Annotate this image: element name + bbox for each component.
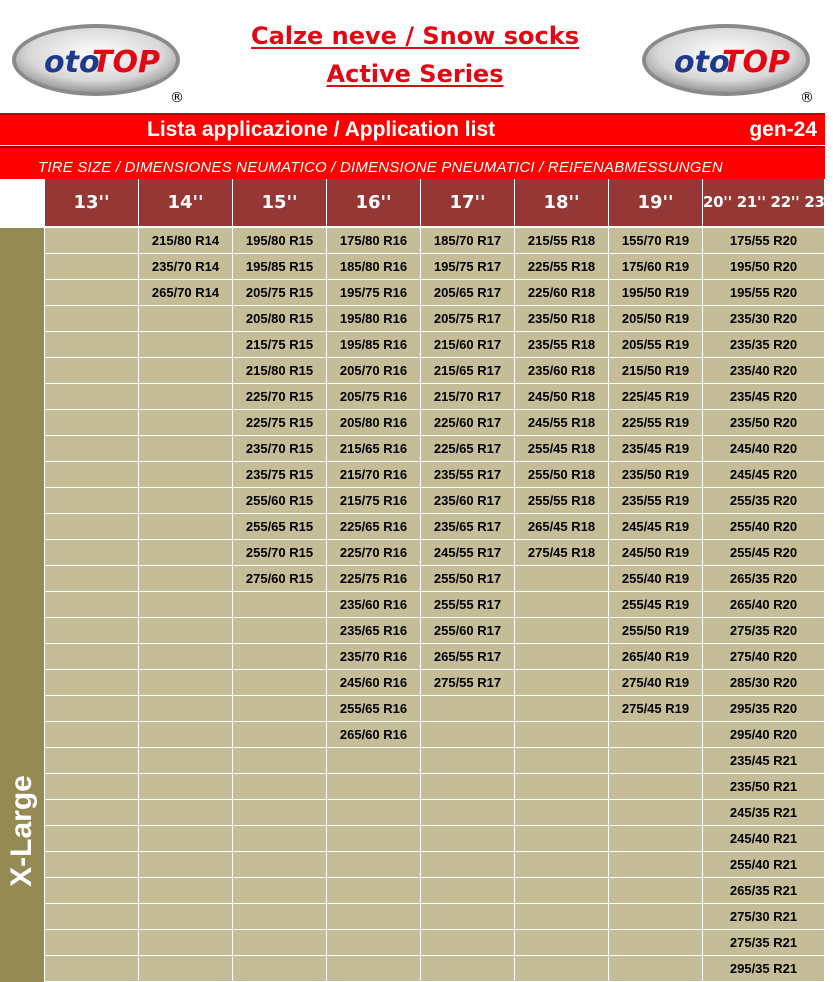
tire-size-cell <box>45 800 138 826</box>
tire-size-cell: 255/40 R20 <box>703 514 824 540</box>
tire-size-cell <box>45 956 138 982</box>
logo-reg-mark: ® <box>170 90 184 106</box>
column-header-0: 13'' <box>45 179 139 226</box>
tire-size-cell: 195/80 R15 <box>233 228 326 254</box>
size-label-column <box>0 228 44 982</box>
tire-size-cell: 205/80 R15 <box>233 306 326 332</box>
tire-size-cell: 255/35 R20 <box>703 488 824 514</box>
tire-size-cell: 245/40 R20 <box>703 436 824 462</box>
tire-size-cell <box>45 254 138 280</box>
column-header-4: 17'' <box>421 179 515 226</box>
tire-size-cell <box>139 852 232 878</box>
tire-size-cell <box>327 878 420 904</box>
tire-size-cell: 275/45 R18 <box>515 540 608 566</box>
tire-size-cell: 205/80 R16 <box>327 410 420 436</box>
tire-size-cell: 275/35 R20 <box>703 618 824 644</box>
tire-size-cell <box>609 904 702 930</box>
tire-size-cell: 265/35 R21 <box>703 878 824 904</box>
date-label: gen-24 <box>749 118 817 141</box>
column-header-1: 14'' <box>139 179 233 226</box>
logo-oto-text: oto <box>674 45 730 80</box>
tire-size-cell <box>45 228 138 254</box>
tire-size-cell <box>45 410 138 436</box>
tire-size-cell: 255/65 R15 <box>233 514 326 540</box>
tire-size-cell <box>233 748 326 774</box>
tire-size-cell: 235/65 R17 <box>421 514 514 540</box>
tire-size-cell <box>139 358 232 384</box>
tire-size-cell: 245/45 R20 <box>703 462 824 488</box>
tire-size-cell: 265/40 R20 <box>703 592 824 618</box>
tire-size-cell <box>45 618 138 644</box>
tire-size-cell <box>515 930 608 956</box>
tire-size-cell: 235/55 R19 <box>609 488 702 514</box>
logo-oto-text: oto <box>44 45 100 80</box>
tire-size-cell <box>139 644 232 670</box>
page-title: Calze neve / Snow socks <box>250 22 580 50</box>
tire-size-cell: 205/50 R19 <box>609 306 702 332</box>
tire-size-cell: 255/60 R15 <box>233 488 326 514</box>
tire-size-cell: 225/55 R18 <box>515 254 608 280</box>
tire-size-cell <box>139 930 232 956</box>
tire-size-cell: 285/30 R20 <box>703 670 824 696</box>
tire-size-cell <box>515 566 608 592</box>
column-header-5: 18'' <box>515 179 609 226</box>
application-list-bar <box>0 113 825 145</box>
tire-size-cell <box>139 566 232 592</box>
tire-size-cell: 155/70 R19 <box>609 228 702 254</box>
grid-column-6 <box>609 228 703 982</box>
tire-size-cell <box>327 748 420 774</box>
tire-size-cell: 255/55 R18 <box>515 488 608 514</box>
tire-size-cell <box>139 956 232 982</box>
list-title: Lista applicazione / Application list <box>147 118 496 141</box>
tire-size-cell <box>233 930 326 956</box>
tire-size-cell <box>515 904 608 930</box>
tire-size-cell <box>327 800 420 826</box>
tire-size-cell: 275/30 R21 <box>703 904 824 930</box>
tire-size-cell <box>233 644 326 670</box>
tire-size-cell: 235/70 R16 <box>327 644 420 670</box>
tire-size-cell: 195/50 R19 <box>609 280 702 306</box>
ototop-logo-right <box>640 22 814 106</box>
tire-size-cell: 235/60 R17 <box>421 488 514 514</box>
tire-size-cell <box>421 774 514 800</box>
grid-column-3 <box>327 228 421 982</box>
tire-size-cell: 215/65 R16 <box>327 436 420 462</box>
tire-size-cell <box>327 930 420 956</box>
tire-size-cell <box>139 800 232 826</box>
tire-size-cell <box>421 878 514 904</box>
tire-size-cell: 225/70 R15 <box>233 384 326 410</box>
tire-size-cell: 245/35 R21 <box>703 800 824 826</box>
tire-size-cell <box>45 384 138 410</box>
tire-size-cell: 215/75 R16 <box>327 488 420 514</box>
tire-size-cell <box>515 956 608 982</box>
tire-size-cell: 225/60 R18 <box>515 280 608 306</box>
tire-size-cell <box>421 826 514 852</box>
tire-size-cell <box>139 618 232 644</box>
tire-size-cell <box>139 878 232 904</box>
grid-column-4 <box>421 228 515 982</box>
tire-size-cell <box>139 592 232 618</box>
tire-size-cell: 185/70 R17 <box>421 228 514 254</box>
tire-size-cell <box>45 592 138 618</box>
tire-size-cell: 225/55 R19 <box>609 410 702 436</box>
tire-size-cell <box>45 306 138 332</box>
tire-size-cell <box>45 566 138 592</box>
tire-size-cell <box>139 748 232 774</box>
logo-top-text: TOP <box>92 45 160 80</box>
tire-size-cell: 175/55 R20 <box>703 228 824 254</box>
tire-size-cell <box>139 462 232 488</box>
tire-size-cell <box>609 748 702 774</box>
tire-size-cell <box>609 956 702 982</box>
tire-size-cell: 245/45 R19 <box>609 514 702 540</box>
grid-column-2 <box>233 228 327 982</box>
tire-size-cell: 265/35 R20 <box>703 566 824 592</box>
page-header <box>0 0 825 113</box>
tire-size-cell: 275/40 R19 <box>609 670 702 696</box>
tire-size-cell <box>327 904 420 930</box>
tire-size-cell: 235/50 R20 <box>703 410 824 436</box>
tire-size-cell: 235/40 R20 <box>703 358 824 384</box>
tire-size-cell: 265/70 R14 <box>139 280 232 306</box>
column-header-2: 15'' <box>233 179 327 226</box>
tire-size-cell: 275/60 R15 <box>233 566 326 592</box>
tire-size-cell <box>515 722 608 748</box>
tire-size-cell: 215/50 R19 <box>609 358 702 384</box>
page-subtitle: Active Series <box>326 60 504 88</box>
tire-size-cell: 225/75 R16 <box>327 566 420 592</box>
tire-size-cell: 195/80 R16 <box>327 306 420 332</box>
tire-size-cell: 255/50 R17 <box>421 566 514 592</box>
tire-size-cell: 185/80 R16 <box>327 254 420 280</box>
tire-size-cell <box>45 514 138 540</box>
tire-size-cell <box>609 800 702 826</box>
tire-size-cell <box>45 904 138 930</box>
column-header-6: 19'' <box>609 179 703 226</box>
tire-size-cell: 255/65 R16 <box>327 696 420 722</box>
tire-size-cell: 225/70 R16 <box>327 540 420 566</box>
tire-size-cell <box>45 930 138 956</box>
tire-size-cell: 225/65 R16 <box>327 514 420 540</box>
tire-size-cell: 265/45 R18 <box>515 514 608 540</box>
tire-size-cell <box>609 774 702 800</box>
tire-size-cell: 235/55 R17 <box>421 462 514 488</box>
tire-size-cell <box>139 488 232 514</box>
tire-size-cell <box>139 696 232 722</box>
tire-size-cell: 265/55 R17 <box>421 644 514 670</box>
tire-size-cell <box>233 800 326 826</box>
tire-size-cell <box>609 852 702 878</box>
tire-size-cell <box>233 722 326 748</box>
tire-size-cell <box>45 280 138 306</box>
tire-size-cell <box>45 644 138 670</box>
tire-size-cell: 205/75 R15 <box>233 280 326 306</box>
tire-size-cell: 215/80 R14 <box>139 228 232 254</box>
tire-size-cell: 245/55 R18 <box>515 410 608 436</box>
tire-size-cell: 235/45 R19 <box>609 436 702 462</box>
tire-size-cell: 255/55 R17 <box>421 592 514 618</box>
tire-size-cell <box>515 852 608 878</box>
tire-size-cell: 225/60 R17 <box>421 410 514 436</box>
tire-size-cell <box>45 332 138 358</box>
grid-column-5 <box>515 228 609 982</box>
tire-size-cell: 235/75 R15 <box>233 462 326 488</box>
tire-size-cell: 205/75 R16 <box>327 384 420 410</box>
tire-size-cell: 235/70 R14 <box>139 254 232 280</box>
tire-size-cell <box>515 748 608 774</box>
tire-size-cell: 235/60 R16 <box>327 592 420 618</box>
tire-size-subtitle: TIRE SIZE / DIMENSIONES NEUMATICO / DIMENSIONE PNEUMATICI / REIFENABMESSUNGEN <box>38 159 723 176</box>
tire-size-cell <box>609 826 702 852</box>
tire-size-cell <box>421 748 514 774</box>
tire-size-cell: 235/30 R20 <box>703 306 824 332</box>
tire-size-cell: 255/45 R18 <box>515 436 608 462</box>
grid-column-0 <box>45 228 139 982</box>
tire-size-cell: 295/40 R20 <box>703 722 824 748</box>
tire-size-cell <box>421 852 514 878</box>
tire-size-cell: 255/60 R17 <box>421 618 514 644</box>
column-header-3: 16'' <box>327 179 421 226</box>
tire-size-cell: 235/50 R18 <box>515 306 608 332</box>
tire-size-cell: 235/60 R18 <box>515 358 608 384</box>
tire-size-cell <box>45 540 138 566</box>
tire-size-cell: 235/35 R20 <box>703 332 824 358</box>
grid-column-7 <box>703 228 825 982</box>
column-header-7: 20'' 21'' 22'' 23'' <box>703 179 825 226</box>
tire-size-cell: 215/60 R17 <box>421 332 514 358</box>
tire-size-cell: 255/70 R15 <box>233 540 326 566</box>
size-label: X-Large <box>5 775 38 887</box>
tire-size-bar <box>0 146 825 179</box>
tire-size-cell: 215/70 R16 <box>327 462 420 488</box>
tire-size-cell: 215/75 R15 <box>233 332 326 358</box>
tire-size-cell <box>233 592 326 618</box>
tire-size-cell: 195/75 R17 <box>421 254 514 280</box>
tire-size-cell <box>609 878 702 904</box>
tire-size-cell <box>45 670 138 696</box>
tire-size-cell <box>139 410 232 436</box>
tire-size-cell <box>327 956 420 982</box>
tire-size-cell <box>233 904 326 930</box>
logo-reg-mark: ® <box>800 90 814 106</box>
grid-column-1 <box>139 228 233 982</box>
tire-size-cell <box>139 904 232 930</box>
tire-size-cell <box>139 514 232 540</box>
tire-size-cell <box>45 436 138 462</box>
tire-size-cell <box>139 436 232 462</box>
tire-size-cell <box>233 878 326 904</box>
tire-size-cell <box>139 540 232 566</box>
tire-size-cell <box>515 644 608 670</box>
tire-size-cell: 275/45 R19 <box>609 696 702 722</box>
tire-size-cell: 195/85 R15 <box>233 254 326 280</box>
tire-size-cell <box>233 956 326 982</box>
tire-size-cell: 235/50 R19 <box>609 462 702 488</box>
tire-size-cell: 255/40 R21 <box>703 852 824 878</box>
tire-size-cell <box>45 748 138 774</box>
tire-size-cell: 245/60 R16 <box>327 670 420 696</box>
tire-size-cell: 255/45 R20 <box>703 540 824 566</box>
tire-size-cell <box>421 800 514 826</box>
tire-size-cell: 235/50 R21 <box>703 774 824 800</box>
tire-size-cell: 225/75 R15 <box>233 410 326 436</box>
tire-size-cell: 235/45 R21 <box>703 748 824 774</box>
tire-size-cell <box>45 696 138 722</box>
tire-size-cell: 175/80 R16 <box>327 228 420 254</box>
tire-size-cell <box>139 826 232 852</box>
tire-size-cell <box>139 774 232 800</box>
tire-size-cell: 235/55 R18 <box>515 332 608 358</box>
tire-size-cell: 175/60 R19 <box>609 254 702 280</box>
tire-size-cell <box>515 670 608 696</box>
tire-size-cell: 205/75 R17 <box>421 306 514 332</box>
tire-size-cell <box>233 852 326 878</box>
tire-size-cell: 275/35 R21 <box>703 930 824 956</box>
tire-size-cell <box>45 462 138 488</box>
tire-size-cell <box>421 904 514 930</box>
tire-size-cell <box>609 722 702 748</box>
tire-size-cell: 225/45 R19 <box>609 384 702 410</box>
tire-size-cell <box>139 332 232 358</box>
tire-size-cell <box>233 618 326 644</box>
tire-size-cell: 195/50 R20 <box>703 254 824 280</box>
tire-size-cell: 195/85 R16 <box>327 332 420 358</box>
tire-size-cell: 275/55 R17 <box>421 670 514 696</box>
tire-size-cell: 205/55 R19 <box>609 332 702 358</box>
tire-size-cell <box>139 306 232 332</box>
tire-size-cell: 275/40 R20 <box>703 644 824 670</box>
tire-size-cell: 215/65 R17 <box>421 358 514 384</box>
tire-size-cell <box>515 878 608 904</box>
tire-size-cell: 255/50 R19 <box>609 618 702 644</box>
tire-size-grid <box>45 228 825 982</box>
tire-size-cell: 245/50 R18 <box>515 384 608 410</box>
tire-size-cell: 265/60 R16 <box>327 722 420 748</box>
tire-size-cell: 215/70 R17 <box>421 384 514 410</box>
tire-size-cell <box>45 358 138 384</box>
tire-size-cell <box>515 826 608 852</box>
tire-size-cell <box>609 930 702 956</box>
tire-size-cell <box>233 826 326 852</box>
tire-size-cell <box>233 670 326 696</box>
tire-size-cell <box>327 774 420 800</box>
tire-size-cell: 195/75 R16 <box>327 280 420 306</box>
tire-size-cell <box>327 826 420 852</box>
tire-size-cell: 215/55 R18 <box>515 228 608 254</box>
tire-size-cell <box>421 696 514 722</box>
tire-size-cell <box>515 618 608 644</box>
tire-size-cell <box>327 852 420 878</box>
tire-size-cell: 255/45 R19 <box>609 592 702 618</box>
tire-size-cell: 195/55 R20 <box>703 280 824 306</box>
tire-size-cell: 245/50 R19 <box>609 540 702 566</box>
tire-size-cell <box>515 696 608 722</box>
tire-size-cell <box>139 670 232 696</box>
tire-size-cell <box>515 592 608 618</box>
tire-size-cell <box>233 774 326 800</box>
tire-size-cell: 245/55 R17 <box>421 540 514 566</box>
tire-size-cell: 255/50 R18 <box>515 462 608 488</box>
tire-size-cell: 235/65 R16 <box>327 618 420 644</box>
tire-size-cell: 205/70 R16 <box>327 358 420 384</box>
tire-size-cell <box>139 384 232 410</box>
tire-size-cell <box>421 930 514 956</box>
tire-size-cell <box>421 722 514 748</box>
tire-size-cell: 265/40 R19 <box>609 644 702 670</box>
tire-size-cell: 225/65 R17 <box>421 436 514 462</box>
tire-size-cell: 255/40 R19 <box>609 566 702 592</box>
tire-size-cell <box>45 878 138 904</box>
tire-size-cell: 235/45 R20 <box>703 384 824 410</box>
tire-size-cell <box>45 826 138 852</box>
logo-top-text: TOP <box>722 45 790 80</box>
tire-size-cell <box>515 800 608 826</box>
tire-size-cell <box>45 774 138 800</box>
tire-size-cell <box>233 696 326 722</box>
tire-size-cell: 215/80 R15 <box>233 358 326 384</box>
tire-size-cell <box>45 722 138 748</box>
tire-size-cell <box>139 722 232 748</box>
tire-size-cell: 205/65 R17 <box>421 280 514 306</box>
tire-size-cell <box>45 488 138 514</box>
tire-size-cell: 295/35 R20 <box>703 696 824 722</box>
tire-size-cell: 245/40 R21 <box>703 826 824 852</box>
tire-size-cell: 295/35 R21 <box>703 956 824 982</box>
tire-size-cell: 235/70 R15 <box>233 436 326 462</box>
tire-size-cell <box>515 774 608 800</box>
tire-size-cell <box>45 852 138 878</box>
ototop-logo-left <box>10 22 184 106</box>
tire-size-cell <box>421 956 514 982</box>
